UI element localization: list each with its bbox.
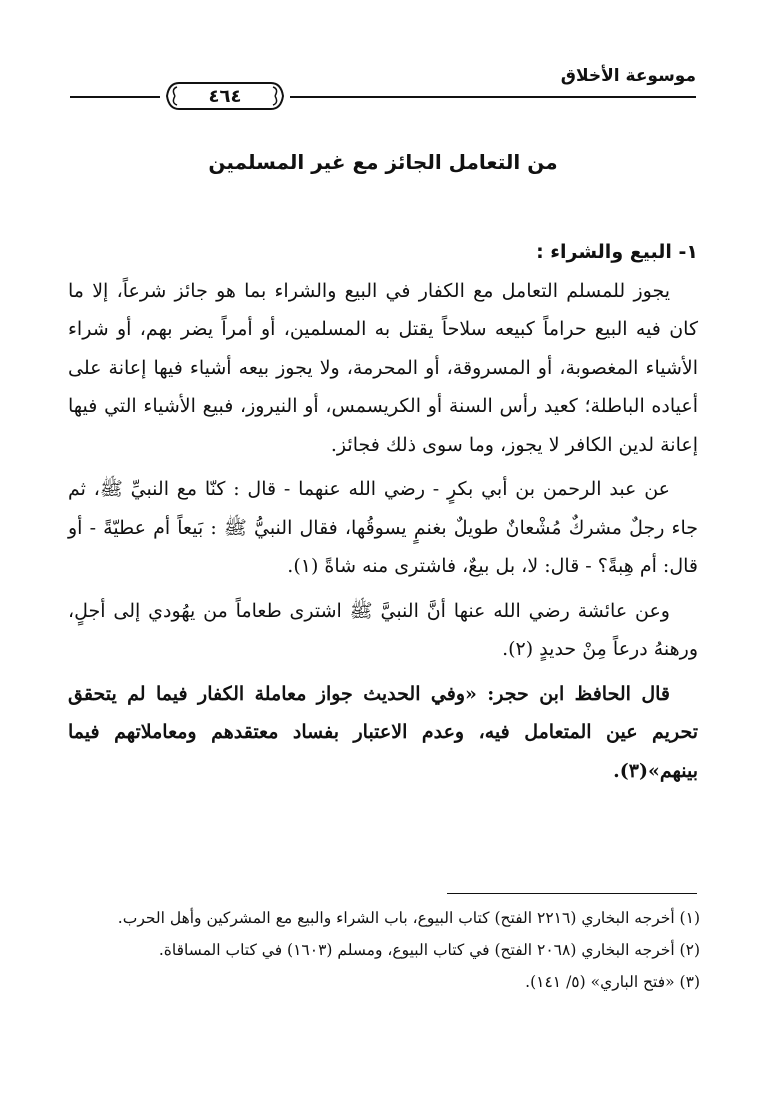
running-head-title: موسوعة الأخلاق xyxy=(560,66,696,86)
paragraph: وعن عائشة رضي الله عنها أنَّ النبيَّ ﷺ اشترى طعاماً من يهُودي إلى أجلٍ، ورهنهُ درعاً مِنْ حديدٍ (٢). xyxy=(68,599,698,660)
page-number: ٤٦٤ xyxy=(208,85,242,107)
footnote-separator xyxy=(447,893,697,894)
page-header xyxy=(70,60,696,120)
section-heading: ١- البيع والشراء : xyxy=(536,241,698,263)
chapter-title: من التعامل الجائز مع غير المسلمين xyxy=(208,150,558,174)
header-rule xyxy=(290,96,696,98)
paragraph: يجوز للمسلم التعامل مع الكفار في البيع والشراء بما هو جائز شرعاً، إلا ما كان فيه البيع حراماً كبيعه سلاحاً يقتل به المسلمين، أو أمراً يضر بهم، أو شراء الأشياء المغصوبة، أو المسروقة، أو المحرمة، ولا يجوز بيعه أشياء فيها إعانة على أعياده الباطلة؛ كعيد رأس السنة أو الكريسمس، أو النيروز، فبيع الأشياء التي فيها إعانة لدين الكافر لا يجوز، وما سوى ذلك فجائز. xyxy=(68,279,698,456)
footnote: (٣) «فتح الباري» (٥/ ١٤١). xyxy=(525,973,700,991)
footnote: (٢) أخرجه البخاري (٢٠٦٨ الفتح) في كتاب البيوع، ومسلم (١٦٠٣) في كتاب المساقاة. xyxy=(158,941,700,959)
footnote: (١) أخرجه البخاري (٢٢١٦ الفتح) كتاب البيوع، باب الشراء والبيع مع المشركين وأهل الحرب. xyxy=(117,909,700,927)
paragraph: عن عبد الرحمن بن أبي بكرٍ - رضي الله عنهما - قال : كنّا مع النبيِّ ﷺ، ثم جاء رجلٌ مشركٌ مُشْعانٌ طويلٌ بغنمٍ يسوقُها، فقال النبيُّ ﷺ : بَيعاً أم عطيّةً - أو قال: أم هِبةً؟ - قال: لا، بل بيعٌ، فاشترى منه شاةً (١). xyxy=(68,478,698,577)
footnotes xyxy=(68,902,700,998)
page-number-ornament xyxy=(165,79,285,113)
main-text xyxy=(68,233,698,790)
quote-paragraph: قال الحافظ ابن حجر: «وفي الحديث جواز معاملة الكفار فيما لم يتحقق تحريم عين المتعامل فيه، وعدم الاعتبار بفساد معتقدهم ومعاملاتهم فيما بينهم»(٣). xyxy=(68,682,698,782)
header-rule xyxy=(70,96,160,98)
